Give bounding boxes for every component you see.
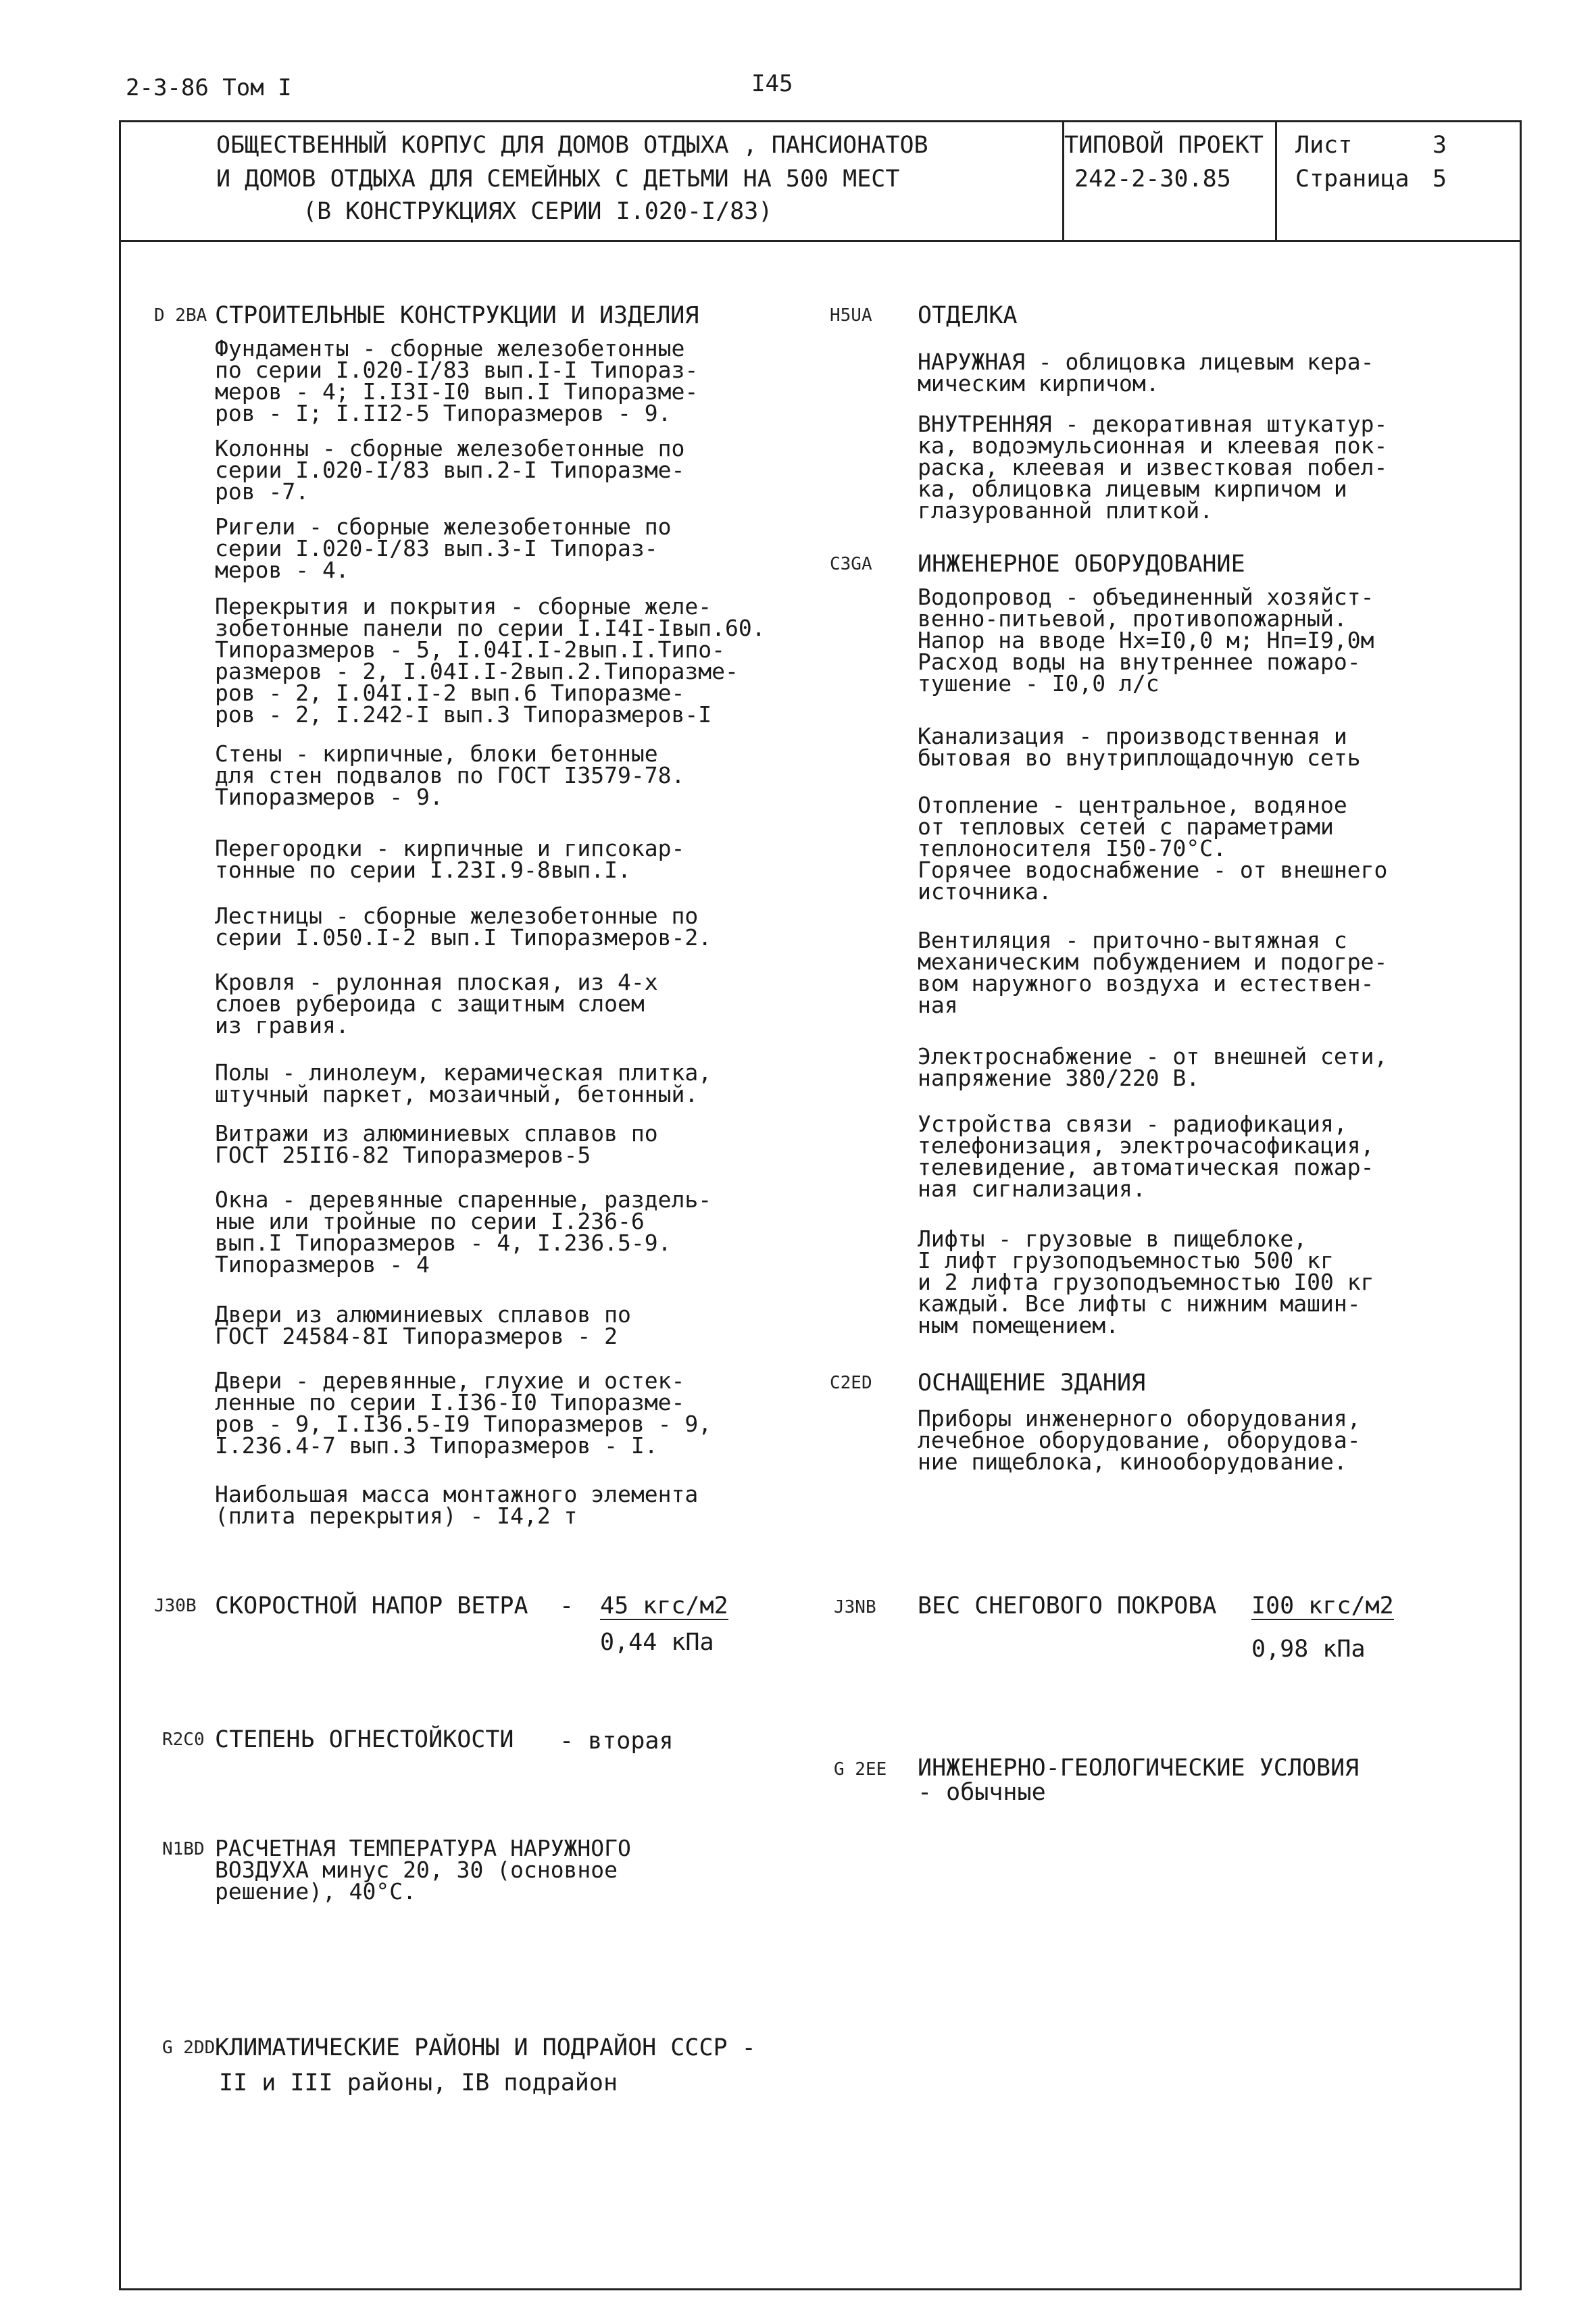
wind-pressure-value: 45 кгс/м2 bbox=[600, 1592, 728, 1619]
snow-load-value: I00 кгс/м2 bbox=[1251, 1592, 1394, 1619]
geological-conditions-label: ИНЖЕНЕРНО-ГЕОЛОГИЧЕСКИЕ УСЛОВИЯ bbox=[918, 1755, 1360, 1782]
project-number: 242-2-30.85 bbox=[1074, 166, 1231, 193]
paragraph-equipment: Приборы инженерного оборудования, лечебное оборудование, оборудова- ние пищеблока, кинооборудование. bbox=[918, 1405, 1361, 1475]
paragraph-slabs: Перекрытия и покрытия - сборные желе- зобетонные панели по серии I.I4I-Iвып.60. Типоразмеров - 5, I.04I.I-2вып.I.Типо- размеров - 2, I.04I.I-2вып.2.Типоразме- ров - 2, I.04I.I-2 вып.6 Типоразме- ров - 2, I.242-I вып.3 Типоразмеров-I bbox=[215, 593, 766, 728]
paragraph-wooden-doors: Двери - деревянные, глухие и остек- ленные по серии I.I36-I0 Типоразме- ров - 9, I.I36.5-I9 Типоразмеров - 9, I.236.4-7 вып.3 Типоразмеров - I. bbox=[215, 1367, 712, 1459]
paragraph-sewerage: Канализация - производственная и бытовая во внутриплощадочную сеть bbox=[918, 723, 1361, 771]
paragraph-lifts: Лифты - грузовые в пищеблоке, I лифт грузоподъемностью 500 кг и 2 лифта грузоподъемностью I00 кг каждый. Все лифты с нижним машин- ным помещением. bbox=[918, 1226, 1374, 1338]
title-block-divider bbox=[119, 240, 1522, 242]
page-number: I45 bbox=[751, 70, 793, 97]
section-code: J3NB bbox=[834, 1597, 876, 1617]
design-temperature: РАСЧЕТНАЯ ТЕМПЕРАТУРА НАРУЖНОГО ВОЗДУХА минус 20, 30 (основное решение), 40°С. bbox=[215, 1835, 631, 1905]
paragraph-foundations: Фундаменты - сборные железобетонные по серии I.020-I/83 вып.I-I Типораз- меров - 4; I.I3I-I0 вып.I Типоразме- ров - I; I.II2-5 Типоразмеров - 9. bbox=[215, 335, 699, 426]
geological-conditions-value: - обычные bbox=[918, 1779, 1046, 1806]
project-label: ТИПОВОЙ ПРОЕКТ bbox=[1064, 132, 1264, 159]
section-code: R2C0 bbox=[162, 1730, 205, 1750]
document-title-line1: ОБЩЕСТВЕННЫЙ КОРПУС ДЛЯ ДОМОВ ОТДЫХА , ПАНСИОНАТОВ bbox=[216, 132, 928, 159]
paragraph-girders: Ригели - сборные железобетонные по серии I.020-I/83 вып.3-I Типораз- меров - 4. bbox=[215, 513, 672, 583]
section-heading-engineering: ИНЖЕНЕРНОЕ ОБОРУДОВАНИЕ bbox=[918, 551, 1245, 578]
paragraph-communications: Устройства связи - радиофикация, телефонизация, электрочасофикация, телевидение, автоматическая пожар- ная сигнализация. bbox=[918, 1111, 1374, 1202]
paragraph-water-supply: Водопровод - объединенный хозяйст- венно-питьевой, противопожарный. Напор на вводе Нх=I0,0 м; Нп=I9,0м Расход воды на внутреннее пожаро- тушение - I0,0 л/с bbox=[918, 584, 1374, 697]
paragraph-floors: Полы - линолеум, керамическая плитка, штучный паркет, мозаичный, бетонный. bbox=[215, 1059, 712, 1107]
paragraph-windows: Окна - деревянные спаренные, раздель- ные или тройные по серии I.236-6 вып.I Типоразмеров - 4, I.236.5-9. Типоразмеров - 4 bbox=[215, 1186, 712, 1278]
section-code: N1BD bbox=[162, 1839, 205, 1859]
title-divider-2 bbox=[1275, 120, 1277, 240]
paragraph-exterior-finish: НАРУЖНАЯ - облицовка лицевым кера- мическим кирпичом. bbox=[918, 349, 1374, 397]
wind-pressure-value-kpa: 0,44 кПа bbox=[600, 1629, 714, 1656]
section-heading-finishing: ОТДЕЛКА bbox=[918, 302, 1018, 329]
sheet-label: Лист bbox=[1295, 132, 1353, 159]
paragraph-max-mass: Наибольшая масса монтажного элемента (плита перекрытия) - I4,2 т bbox=[215, 1481, 699, 1529]
paragraph-partitions: Перегородки - кирпичные и гипсокар- тонные по серии I.23I.9-8вып.I. bbox=[215, 835, 685, 883]
wind-pressure-label: СКОРОСТНОЙ НАПОР ВЕТРА bbox=[215, 1592, 528, 1619]
section-code: C2ED bbox=[830, 1373, 872, 1393]
paragraph-roof: Кровля - рулонная плоская, из 4-х слоев рубероида с защитным слоем из гравия. bbox=[215, 969, 658, 1038]
paragraph-power-supply: Электроснабжение - от внешней сети, напряжение 380/220 В. bbox=[918, 1043, 1388, 1091]
paragraph-columns: Колонны - сборные железобетонные по серии I.020-I/83 вып.2-I Типоразме- ров -7. bbox=[215, 435, 685, 505]
paragraph-walls: Стены - кирпичные, блоки бетонные для стен подвалов по ГОСТ I3579-78. Типоразмеров - 9. bbox=[215, 740, 685, 810]
climate-regions-value: II и III районы, IВ подрайон bbox=[219, 2069, 618, 2096]
page-label: Страница bbox=[1295, 166, 1410, 193]
climate-regions-label: КЛИМАТИЧЕСКИЕ РАЙОНЫ И ПОДРАЙОН СССР - bbox=[215, 2034, 756, 2061]
section-code: J30B bbox=[154, 1596, 197, 1616]
page-value: 5 bbox=[1432, 166, 1447, 193]
document-title-line3: (В КОНСТРУКЦИЯХ СЕРИИ I.020-I/83) bbox=[303, 198, 773, 225]
paragraph-heating: Отопление - центральное, водяное от тепловых сетей с параметрами теплоносителя I50-70°С. Горячее водоснабжение - от внешнего источника. bbox=[918, 792, 1388, 905]
snow-load-value-kpa: 0,98 кПа bbox=[1251, 1636, 1366, 1663]
paragraph-interior-finish: ВНУТРЕННЯЯ - декоративная штукатур- ка, водоэмульсионная и клеевая пок- раска, клеевая и известковая побел- ка, облицовка лицевым кирпичом и глазурованной плиткой. bbox=[918, 411, 1388, 524]
section-code: G 2DD bbox=[162, 2038, 216, 2058]
fire-resistance-label: СТЕПЕНЬ ОГНЕСТОЙКОСТИ bbox=[215, 1726, 514, 1753]
paragraph-aluminium-doors: Двери из алюминиевых сплавов по ГОСТ 24584-8I Типоразмеров - 2 bbox=[215, 1301, 631, 1349]
document-title-line2: И ДОМОВ ОТДЫХА ДЛЯ СЕМЕЙНЫХ С ДЕТЬМИ НА 500 МЕСТ bbox=[216, 166, 900, 193]
paragraph-ventilation: Вентиляция - приточно-вытяжная с механическим побуждением и подогре- вом наружного воздуха и естествен- ная bbox=[918, 927, 1388, 1018]
section-heading-structures: СТРОИТЕЛЬНЫЕ КОНСТРУКЦИИ И ИЗДЕЛИЯ bbox=[215, 302, 699, 329]
sheet-value: 3 bbox=[1432, 132, 1447, 159]
section-heading-equipment: ОСНАЩЕНИЕ ЗДАНИЯ bbox=[918, 1369, 1146, 1397]
section-code: C3GA bbox=[830, 554, 872, 574]
paragraph-stained-glass: Витражи из алюминиевых сплавов по ГОСТ 25II6-82 Типоразмеров-5 bbox=[215, 1120, 658, 1168]
fire-resistance-value: - вторая bbox=[559, 1728, 674, 1755]
section-code: D 2BA bbox=[154, 305, 207, 326]
paragraph-stairs: Лестницы - сборные железобетонные по серии I.050.I-2 вып.I Типоразмеров-2. bbox=[215, 903, 712, 951]
snow-load-label: ВЕС СНЕГОВОГО ПОКРОВА bbox=[918, 1592, 1217, 1619]
document-reference: 2-3-86 Том I bbox=[126, 74, 292, 101]
section-code: H5UA bbox=[830, 305, 872, 326]
section-code: G 2EE bbox=[834, 1759, 887, 1780]
wind-pressure-dash: - bbox=[559, 1592, 574, 1619]
